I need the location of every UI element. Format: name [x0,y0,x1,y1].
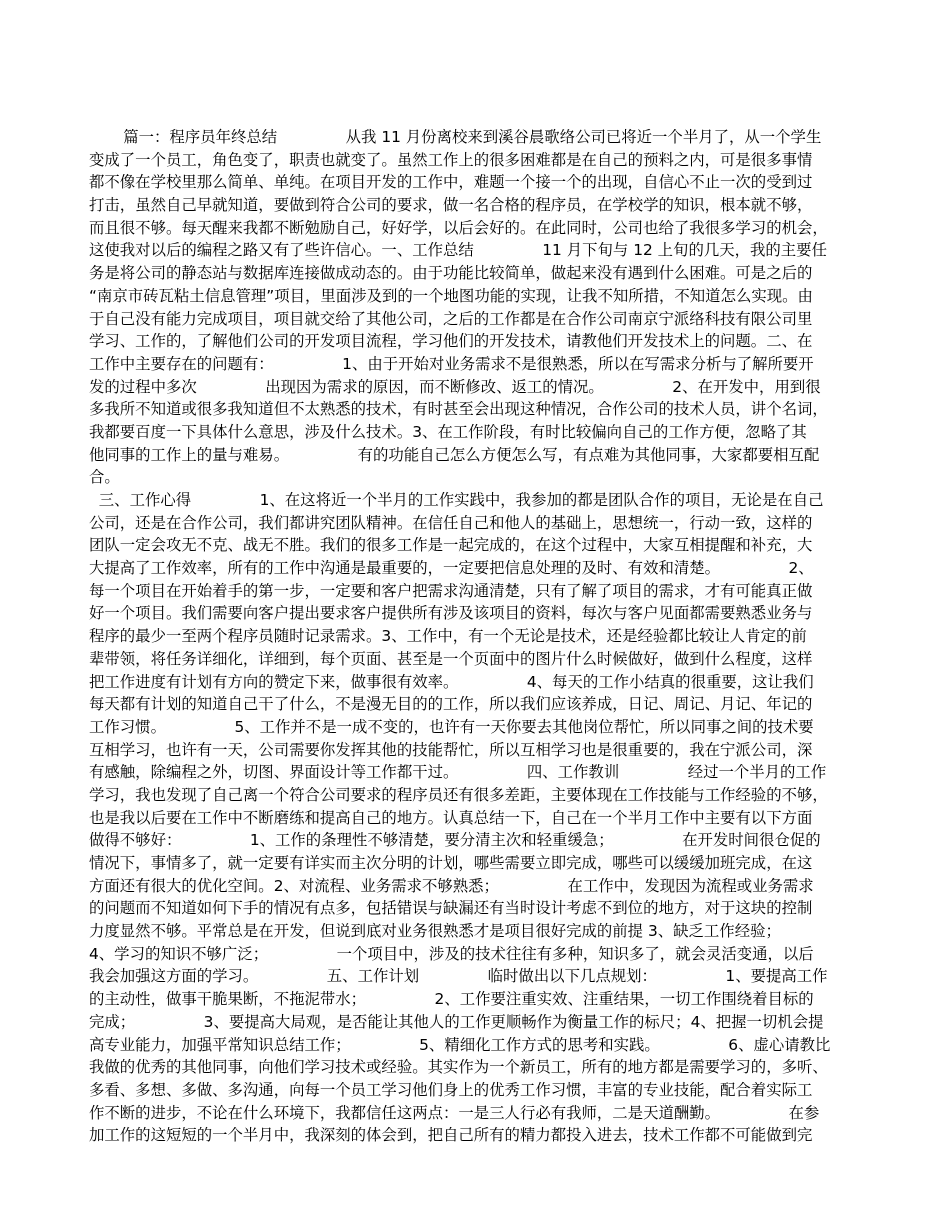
text-line: 我会加强这方面的学习。 五、工作计划 临时做出以下几点规划： 1、要提高工作 [89,967,828,986]
text-line: 这使我对以后的编程之路又有了些许信心。一、工作总结 11 月下旬与 12 上旬的几天，我的主要任 [89,241,827,260]
text-line: 大提高了工作效率，所有的工作中沟通是最重要的，一定要把信息处理的及时、有效和清楚。 2、 [89,559,814,578]
text-line: 多看、多想、多做、多沟通，向每一个员工学习他们身上的优秀工作习惯，丰富的专业技能，配合着实际工 [89,1080,813,1099]
text-line: 团队一定会攻无不克、战无不胜。我们的很多工作是一起完成的，在这个过程中，大家互相提醒和补充，大 [89,536,813,555]
text-line: 学习、工作的，了解他们公司的开发项目流程，学习他们的开发技术，请教他们开发技术上的问题。二、在 [89,332,813,351]
text-line: 作不断的进步，不论在什么环境下，我都信任这两点：一是三人行必有我师，二是天道酬勤。 在参 [89,1103,820,1122]
document-body [89,126,859,1147]
text-line: 变成了一个员工，角色变了，职责也就变了。虽然工作上的很多困难都是在自己的预料之内，可是很多事情 [89,150,813,169]
text-line: 务是将公司的静态站与数据库连接做成动态的。由于功能比较简单，做起来没有遇到什么困难。可是之后的 [89,264,813,283]
text-line: 合。 [89,468,120,487]
text-line: 都不像在学校里那么简单、单纯。在项目开发的工作中，难题一个接一个的出现，自信心不止一次的受到过 [89,173,813,192]
text-line: 学习，我也发现了自己离一个符合公司要求的程序员还有很多差距，主要体现在工作技能与工作经验的不够， [89,785,828,804]
text-line: 发的过程中多次 出现因为需求的原因，而不断修改、返工的情况。 2、在开发中，用到很 [89,377,821,396]
text-line: 4、学习的知识不够广泛； 一个项目中，涉及的技术往往有多种，知识多了，就会灵活变通，以后 [89,944,814,963]
text-line: 方面还有很大的优化空间。2、对流程、业务需求不够熟悉； 在工作中，发现因为流程或业务需求 [89,876,814,895]
text-line: 工作习惯。 5、工作并不是一成不变的，也许有一天你要去其他岗位帮忙，所以同事之间的技术要 [89,717,814,736]
text-line: 公司，还是在合作公司，我们都讲究团队精神。在信任自己和他人的基础上，思想统一，行动一致，这样的 [89,513,813,532]
text-line: 互相学习，也许有一天，公司需要你发挥其他的技能帮忙，所以互相学习也是很重要的，我在宁派公司，深 [89,740,813,759]
text-line: 把工作进度有计划有方向的赞定下来，做事很有效率。 4、每天的工作小结真的很重要，这让我们 [89,672,814,691]
text-line: 情况下，事情多了，就一定要有详实而主次分明的计划，哪些需要立即完成，哪些可以缓缓加班完成，在这 [89,854,813,872]
text-line: 多我所不知道或很多我知道但不太熟悉的技术，有时甚至会出现这种情况，合作公司的技术人员，讲个名词， [89,400,828,419]
text-line: 打击，虽然自己早就知道，要做到符合公司的要求，做一名合格的程序员，在学校学的知识，根本就不够， [89,196,813,215]
text-line: 我做的优秀的其他同事，向他们学习技术或经验。其实作为一个新员工，所有的地方都是需要学习的，多听、 [89,1058,828,1077]
text-line: 工作中主要存在的问题有： 1、由于开始对业务需求不是很熟悉，所以在写需求分析与了解所要开 [89,354,814,373]
text-line: 的问题而不知道如何下手的情况有点多，包括错误与缺漏还有当时设计考虑不到位的地方，对于这块的控制 [89,899,813,918]
text-line: 有感触，除编程之外，切图、界面设计等工作都干过。 四、工作教训 经过一个半月的工作 [89,763,827,782]
text-line: 三、工作心得 1、在这将近一个半月的工作实践中，我参加的都是团队合作的项目，无论是在自己 [89,491,824,509]
text-line: 好一个项目。我们需要向客户提出要求客户提供所有涉及该项目的资料，每次与客户见面都需要熟悉业务与 [89,604,813,623]
text-line: 高专业能力，加强平常知识总结工作； 5、精细化工作方式的思考和实践。 6、虚心请教比 [89,1035,831,1054]
text-line: 而且很不够。每天醒来我都不断勉励自己，好好学，以后会好的。在此同时，公司也给了我很多学习的机会， [89,218,828,237]
text-line: 篇一：程序员年终总结 从我 11 月份离校来到溪谷晨歌络公司已将近一个半月了，从一个学生 [89,128,822,146]
text-line: “南京市砖瓦粘土信息管理”项目，里面涉及到的一个地图功能的实现，让我不知所措，不知道怎么实现。由 [89,286,813,305]
text-line: 辈带领，将任务详细化，详细到，每个页面、甚至是一个页面中的图片什么时候做好，做到什么程度，这样 [89,649,813,668]
text-line: 程序的最少一至两个程序员随时记录需求。3、工作中，有一个无论是技术，还是经验都比较让人肯定的前 [89,627,807,646]
text-line: 他同事的工作上的量与难易。 有的功能自己怎么方便怎么写，有点难为其他同事，大家都要相互配 [89,445,820,464]
text-line: 做得不够好： 1、工作的条理性不够清楚，要分清主次和轻重缓急； 在开发时间很仓促的 [89,831,821,850]
text-line: 我都要百度一下具体什么意思，涉及什么技术。3、在工作阶段，有时比较偏向自己的工作方便，忽略了其 [89,422,807,441]
text-line: 的主动性，做事干脆果断，不拖泥带水； 2、工作要注重实效、注重结果，一切工作围绕着目标的 [89,990,814,1009]
text-line: 每天都有计划的知道自己干了什么，不是漫无目的的工作，所以我们应该养成，日记、周记、月记、年记的 [89,695,813,714]
text-line: 于自己没有能力完成项目，项目就交给了其他公司，之后的工作都是在合作公司南京宁派络科技有限公司里 [89,309,813,328]
text-line: 每一个项目在开始着手的第一步，一定要和客户把需求沟通清楚，只有了解了项目的需求，才有可能真正做 [89,581,813,600]
text-line: 力度显然不够。平常总是在开发，但说到底对业务很熟悉才是项目很好完成的前提 3、缺乏工作经验； [89,922,781,941]
text-line: 完成； 3、要提高大局观，是否能让其他人的工作更顺畅作为衡量工作的标尺；4、把握一切机会提 [89,1012,824,1031]
text-line: 也是我以后要在工作中不断磨练和提高自己的地方。认真总结一下，自己在一个半月工作中主要有以下方面 [89,808,813,827]
text-line: 加工作的这短短的一个半月中，我深刻的体会到，把自己所有的精力都投入进去，技术工作都不可能做到完 [89,1126,813,1145]
